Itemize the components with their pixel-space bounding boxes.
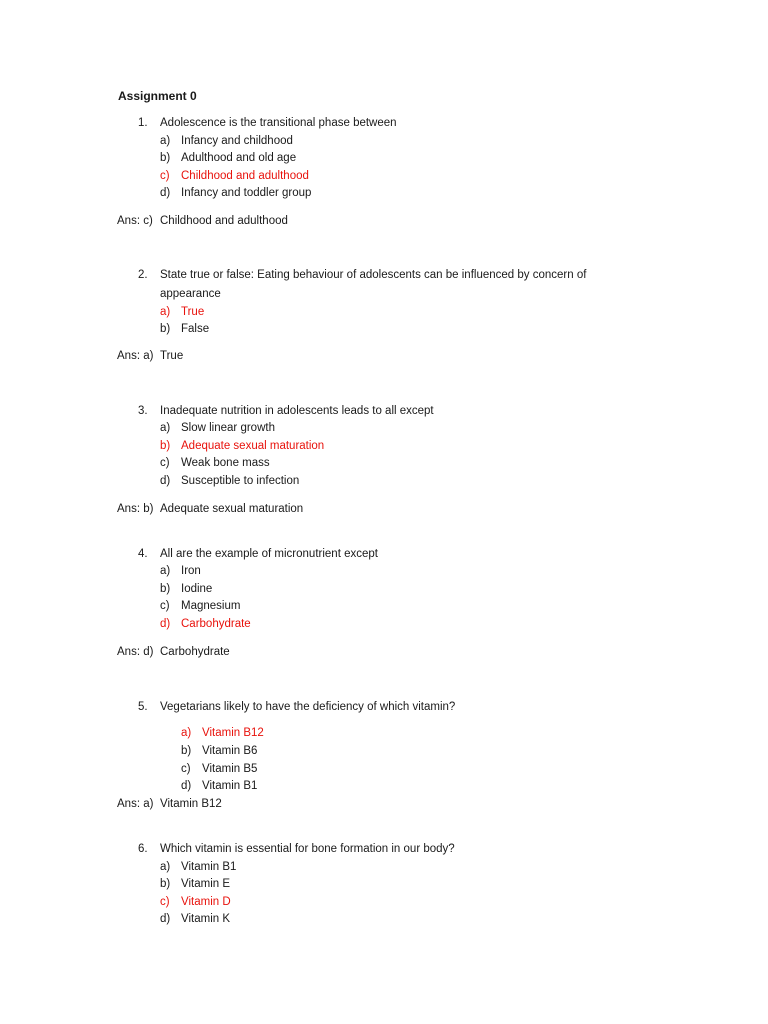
correct-option-text: Vitamin B12: [202, 727, 264, 739]
option-label: c): [160, 896, 170, 908]
option-text: Infancy and toddler group: [181, 187, 312, 199]
option-text: Vitamin K: [181, 913, 231, 925]
option-label: d): [181, 780, 192, 792]
option-label: b): [160, 152, 171, 164]
option-text: Magnesium: [181, 600, 241, 612]
option-text: Vitamin B1: [181, 861, 237, 873]
question-text: All are the example of micronutrient except: [160, 548, 378, 560]
option-text: Iron: [181, 565, 201, 577]
correct-option-text: Adequate sexual maturation: [181, 440, 325, 452]
option-label: a): [160, 861, 171, 873]
option-text: Slow linear growth: [181, 422, 275, 434]
question-text: State true or false: Eating behaviour of adolescents can be influenced by concern of: [160, 269, 587, 281]
option-label: b): [160, 878, 171, 890]
question-text: Which vitamin is essential for bone formation in our body?: [160, 843, 455, 855]
answer-label: Ans: c): [117, 215, 153, 227]
answer-label: Ans: a): [117, 350, 154, 362]
question-number: 3.: [138, 405, 148, 417]
correct-option-text: Carbohydrate: [181, 618, 251, 630]
option-label: b): [160, 440, 171, 452]
option-label: b): [181, 745, 192, 757]
question-number: 1.: [138, 117, 148, 129]
answer-text: Childhood and adulthood: [160, 215, 288, 227]
question-text: appearance: [160, 288, 221, 300]
question-text: Inadequate nutrition in adolescents leads to all except: [160, 405, 434, 417]
option-label: a): [160, 306, 171, 318]
option-label: b): [160, 583, 171, 595]
option-label: a): [160, 422, 171, 434]
answer-label: Ans: b): [117, 503, 154, 515]
question-text: Adolescence is the transitional phase between: [160, 117, 397, 129]
question-number: 6.: [138, 843, 148, 855]
option-text: Vitamin E: [181, 878, 231, 890]
answer-text: Adequate sexual maturation: [160, 503, 304, 515]
option-label: a): [160, 135, 171, 147]
option-label: c): [160, 170, 170, 182]
option-label: c): [160, 600, 170, 612]
question-number: 4.: [138, 548, 148, 560]
correct-option-text: Childhood and adulthood: [181, 170, 309, 182]
answer-label: Ans: a): [117, 798, 154, 810]
option-label: a): [160, 565, 171, 577]
answer-text: Vitamin B12: [160, 798, 222, 810]
option-label: c): [181, 763, 191, 775]
question-number: 2.: [138, 269, 148, 281]
option-label: d): [160, 475, 171, 487]
option-label: d): [160, 618, 171, 630]
option-text: Vitamin B6: [202, 745, 258, 757]
page-title: Assignment 0: [118, 89, 197, 103]
option-label: d): [160, 913, 171, 925]
option-text: Vitamin B5: [202, 763, 258, 775]
option-label: a): [181, 727, 192, 739]
question-number: 5.: [138, 701, 148, 713]
option-text: Infancy and childhood: [181, 135, 293, 147]
option-text: Vitamin B1: [202, 780, 258, 792]
answer-text: Carbohydrate: [160, 646, 230, 658]
option-label: b): [160, 323, 171, 335]
option-text: Iodine: [181, 583, 213, 595]
question-text: Vegetarians likely to have the deficiency of which vitamin?: [160, 701, 456, 713]
correct-option-text: True: [181, 306, 205, 318]
option-text: Adulthood and old age: [181, 152, 297, 164]
answer-text: True: [160, 350, 184, 362]
correct-option-text: Vitamin D: [181, 896, 231, 908]
option-label: c): [160, 457, 170, 469]
answer-label: Ans: d): [117, 646, 154, 658]
option-label: d): [160, 187, 171, 199]
option-text: Susceptible to infection: [181, 475, 300, 487]
option-text: False: [181, 323, 210, 335]
option-text: Weak bone mass: [181, 457, 270, 469]
